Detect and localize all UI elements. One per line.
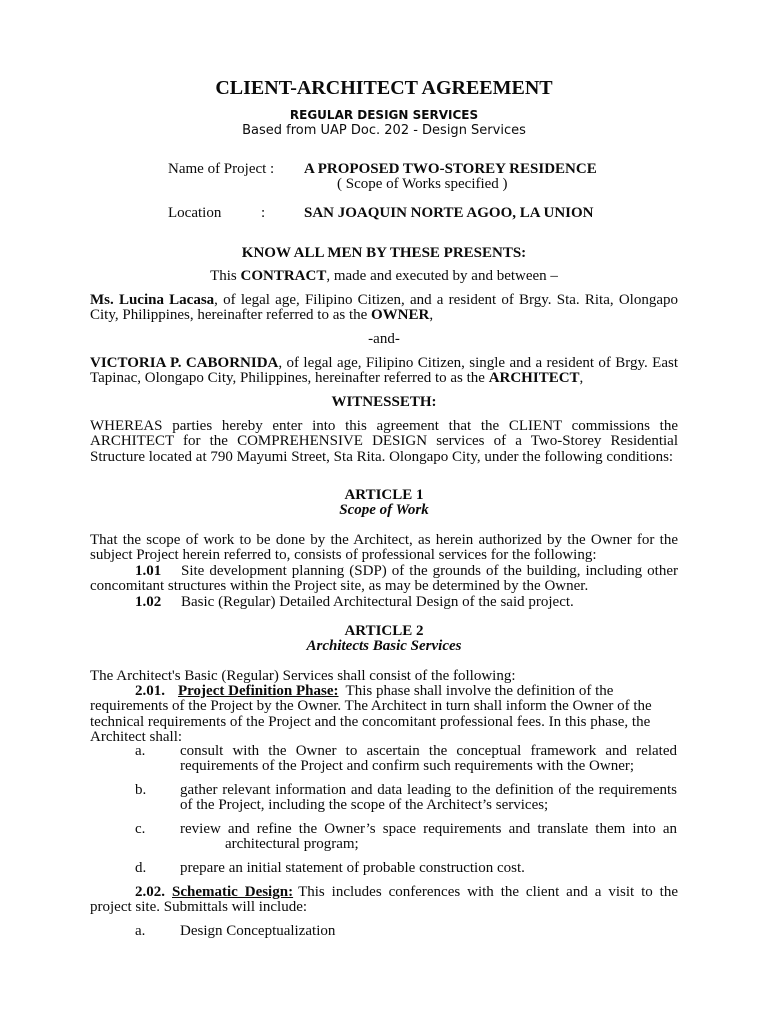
project-location-label: Location [168,205,222,221]
list-item-text: gather relevant information and data leading to the definition of the requirements of the Project, including the scope of the Architect’s services; [180,782,677,814]
list-item-text: consult with the Owner to ascertain the conceptual framework and related requirements of the Project and confirm such requirements with the Owner; [180,743,677,775]
section-text: This phase shall involve the definition of the requirements of the Project by the Owner. The Architect in turn shall inform the Owner of the technical requirements of the Project and the concomitant professional fees. In this phase, the Architect shall: [90,683,652,745]
article-1-heading: ARTICLE 1 [344,487,424,503]
preamble-heading: KNOW ALL MEN BY THESE PRESENTS: [241,245,527,261]
list-item-letter: b. [135,782,147,798]
section-2-01 [90,684,678,745]
project-name-label: Name of Project : [168,161,275,177]
architect-clause-end: , [579,370,584,387]
architect-party-clause [90,356,678,387]
project-scope-note: ( Scope of Works specified ) [337,176,508,192]
list-item-letter: d. [135,860,147,876]
document-title: CLIENT-ARCHITECT AGREEMENT [215,77,553,99]
list-item-text: review and refine the Owner’s space requirements and translate them into an architectural program; [180,821,677,853]
document-subtitle: REGULAR DESIGN SERVICES [289,108,479,122]
owner-details: , of legal age, Filipino Citizen, and a resident of Brgy. Sta. Rita, Olongapo City, Philippines, hereinafter referred to as the [90,292,678,324]
document-basis-note: Based from UAP Doc. 202 - Design Services [242,123,526,138]
witnesseth-heading: WITNESSETH: [331,394,437,410]
list-item-c [135,822,677,853]
project-location-separator: : [261,205,266,221]
clause-number: 1.02 [135,594,162,610]
article-1-intro: That the scope of work to be done by the Architect, as herein authorized by the Owner for the subject Project herein referred to, consists of professional services for the following: [90,532,678,564]
architect-name: VICTORIA P. CABORNIDA [90,355,279,371]
contract-keyword: CONTRACT [240,268,327,284]
project-location-value: SAN JOAQUIN NORTE AGOO, LA UNION [304,205,594,221]
list-item-letter: a. [135,923,146,939]
clause-text: Basic (Regular) Detailed Architectural Design of the said project. [181,594,574,610]
contract-statement-lead: This [210,268,241,284]
owner-role: OWNER [371,307,430,324]
owner-party-clause [90,293,678,324]
architect-role: ARCHITECT [488,370,580,387]
article-2-heading: ARTICLE 2 [344,623,424,639]
contract-statement [90,269,678,284]
contract-statement-tail: , made and executed by and between – [326,268,558,284]
article-2-intro: The Architect's Basic (Regular) Services shall consist of the following: [90,668,516,684]
list-item-d [135,861,677,876]
section-title: Schematic Design: [172,884,294,900]
party-separator: -and- [368,331,400,347]
clause-text: Site development planning (SDP) of the grounds of the building, including other concomitant structures within the Project site, as may be determined by the Owner. [90,563,678,595]
project-name-value: A PROPOSED TWO-STOREY RESIDENCE [304,161,597,177]
list-item-text: prepare an initial statement of probable construction cost. [180,860,525,876]
clause-1-01 [90,564,678,595]
section-text: This includes conferences with the client and a visit to the project site. Submittals will include: [90,884,678,916]
list-item-text: Design Conceptualization [180,923,336,939]
whereas-clause: WHEREAS parties hereby enter into this agreement that the CLIENT commissions the ARCHITECT for the COMPREHENSIVE DESIGN services of a Two-Storey Residential Structure located at 790 Mayumi Street, Sta Rita. Olongapo City, under the following conditions: [90,418,678,465]
list-item-a [135,744,677,775]
section-title: Project Definition Phase: [178,683,339,699]
list-item-letter: a. [135,743,146,759]
list-item-b [135,783,677,814]
section-number: 2.02. [135,884,165,900]
article-1-subheading: Scope of Work [339,502,429,518]
owner-clause-end: , [429,307,434,324]
section-number: 2.01. [135,683,165,699]
list-item-letter: c. [135,821,146,837]
clause-number: 1.01 [135,563,162,579]
architect-details: , of legal age, Filipino Citizen, single and a resident of Brgy. East Tapinac, Olongapo City, Philippines, hereinafter referred to as the [90,355,678,387]
article-2-subheading: Architects Basic Services [306,638,462,654]
owner-name: Ms. Lucina Lacasa [90,292,215,308]
clause-1-02 [90,595,678,610]
section-2-02 [90,885,678,916]
list-item-a [135,924,677,939]
